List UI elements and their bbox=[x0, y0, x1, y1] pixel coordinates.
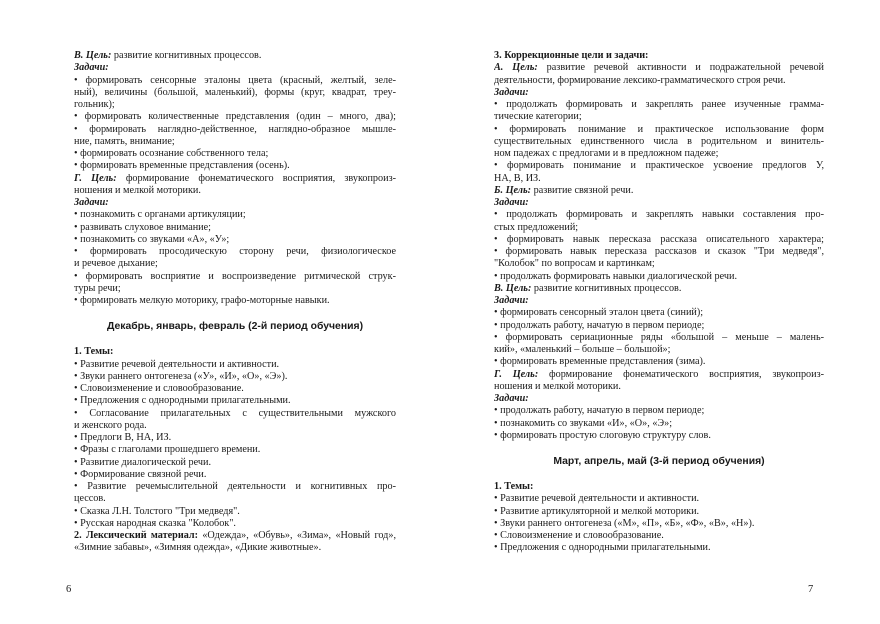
line-text: • формировать навык пересказа рассказа описательного характера; bbox=[494, 233, 824, 245]
line-text: гольник); bbox=[74, 99, 115, 110]
text-line bbox=[494, 234, 824, 246]
page-number-left: 6 bbox=[66, 584, 72, 595]
text-line bbox=[494, 542, 824, 554]
line-text: • формировать сериационные ряды «большой – меньше – малень- bbox=[494, 331, 824, 343]
line-text: • формировать понимание и практическое использование форм bbox=[494, 123, 824, 135]
line-text: ный), величины (большой, маленький), формы (круг, квадрат, треу- bbox=[74, 86, 396, 98]
line-text: ном падежах с предлогами и в предложном падеже; bbox=[494, 148, 719, 159]
text-line bbox=[74, 481, 396, 493]
line-text: • формировать сенсорные эталоны цвета (красный, желтый, зеле- bbox=[74, 74, 396, 86]
text-line bbox=[494, 393, 824, 405]
text-line bbox=[494, 185, 824, 197]
right-lines-2 bbox=[494, 481, 824, 555]
line-text: ношения и мелкой моторики. bbox=[74, 184, 201, 196]
text-line bbox=[494, 148, 824, 160]
text-line bbox=[494, 99, 824, 111]
line-label: Г. Цель: bbox=[74, 172, 117, 184]
line-text: • формировать просодическую сторону речи, физиологическое bbox=[74, 246, 396, 257]
line-text: «Одежда», «Обувь», «Зима», «Новый год», bbox=[197, 530, 396, 541]
line-text: "Колобок" по вопросам и картинкам; bbox=[494, 258, 655, 270]
line-text: развитие когнитивных процессов. bbox=[531, 282, 682, 294]
line-text: • познакомить со звуками «А», «У»; bbox=[74, 233, 230, 245]
text-line bbox=[74, 124, 396, 136]
text-line bbox=[494, 197, 824, 209]
line-text: • Развитие диалогической речи. bbox=[74, 456, 212, 468]
text-line bbox=[74, 111, 396, 123]
text-line bbox=[494, 332, 824, 344]
text-line bbox=[74, 173, 396, 185]
text-line bbox=[74, 258, 396, 270]
text-line bbox=[494, 307, 824, 319]
line-text: • формировать навык пересказа рассказов и сказок "Три медведя", bbox=[494, 246, 824, 257]
text-line bbox=[494, 173, 824, 185]
line-text: существительных единственного числа в родительном и винитель- bbox=[494, 135, 824, 147]
text-line bbox=[74, 359, 396, 371]
line-text: • Предлоги В, НА, ИЗ. bbox=[74, 432, 172, 443]
text-line bbox=[494, 295, 824, 307]
text-line bbox=[494, 50, 824, 62]
line-text: развитие речевой активности и подражательной речевой bbox=[537, 62, 824, 74]
line-text: • формировать восприятие и воспроизведение ритмической струк- bbox=[74, 270, 396, 282]
text-line bbox=[74, 457, 396, 469]
line-text: • Русская народная сказка "Колобок". bbox=[74, 517, 236, 529]
text-line bbox=[74, 271, 396, 283]
line-text: • продолжать формировать и закреплять навыки составления про- bbox=[494, 209, 824, 221]
line-text: 1. Темы: bbox=[74, 346, 114, 358]
text-line bbox=[74, 197, 396, 209]
text-line bbox=[494, 136, 824, 148]
text-line bbox=[74, 185, 396, 197]
line-text: • Предложения с однородными прилагательными. bbox=[494, 542, 711, 554]
line-text: • познакомить с органами артикуляции; bbox=[74, 209, 246, 221]
line-label: В. Цель: bbox=[494, 282, 532, 294]
text-line bbox=[74, 283, 396, 295]
line-text: • познакомить со звуками «И», «О», «Э»; bbox=[494, 417, 673, 429]
text-line bbox=[494, 481, 824, 493]
text-line bbox=[74, 136, 396, 148]
text-line bbox=[74, 542, 396, 554]
text-line bbox=[494, 160, 824, 172]
text-line bbox=[494, 258, 824, 270]
text-line bbox=[74, 75, 396, 87]
text-line bbox=[494, 430, 824, 442]
line-text: туры речи; bbox=[74, 282, 121, 294]
text-line bbox=[74, 383, 396, 395]
text-line bbox=[74, 469, 396, 481]
line-text: • Словоизменение и словообразование. bbox=[74, 383, 244, 394]
line-text: • Развитие артикуляторной и мелкой моторики. bbox=[494, 505, 700, 517]
line-text: цессов. bbox=[74, 493, 106, 505]
text-line bbox=[494, 124, 824, 136]
section-heading-period-3: Март, апрель, май (3-й период обучения) bbox=[553, 456, 765, 467]
line-text: • формировать осознание собственного тела; bbox=[74, 148, 269, 159]
text-line bbox=[494, 530, 824, 542]
line-text: • продолжать формировать и закреплять ранее изученные грамма- bbox=[494, 99, 824, 110]
text-line bbox=[74, 234, 396, 246]
text-line bbox=[494, 356, 824, 368]
line-text: • Развитие речевой деятельности и активности. bbox=[494, 493, 700, 505]
text-line bbox=[74, 160, 396, 172]
text-line bbox=[74, 493, 396, 505]
line-text: «Зимние забавы», «Зимняя одежда», «Дикие животные». bbox=[74, 542, 322, 554]
text-line bbox=[494, 75, 824, 87]
text-line bbox=[494, 246, 824, 258]
line-text: • продолжать формировать навыки диалогической речи. bbox=[494, 270, 737, 282]
line-text: ние, память, внимание; bbox=[74, 135, 175, 147]
text-line bbox=[74, 408, 396, 420]
text-line bbox=[74, 148, 396, 160]
text-line bbox=[74, 346, 396, 358]
left-lines bbox=[74, 50, 396, 307]
line-text: и речевое дыхание; bbox=[74, 258, 158, 270]
text-line bbox=[494, 87, 824, 99]
line-text: • продолжать работу, начатую в первом периоде; bbox=[494, 319, 705, 331]
line-text: • Развитие речемыслительной деятельности и когнитивных про- bbox=[74, 481, 396, 492]
line-text: развитие когнитивных процессов. bbox=[111, 50, 262, 61]
line-text: • Развитие речевой деятельности и активности. bbox=[74, 358, 280, 370]
line-label: Г. Цель: bbox=[494, 368, 539, 380]
text-line bbox=[74, 246, 396, 258]
line-text: Задачи: bbox=[494, 86, 529, 98]
line-text: • развивать слуховое внимание; bbox=[74, 221, 211, 233]
line-text: Задачи: bbox=[74, 197, 109, 208]
line-text: Задачи: bbox=[494, 295, 529, 306]
line-label: Б. Цель: bbox=[494, 184, 532, 196]
text-line bbox=[494, 381, 824, 393]
text-line bbox=[494, 111, 824, 123]
text-line bbox=[74, 432, 396, 444]
line-text: • формировать временные представления (зима). bbox=[494, 356, 706, 368]
line-text: НА, В, ИЗ. bbox=[494, 172, 541, 184]
line-text: • Звуки раннего онтогенеза («У», «И», «О», «Э»). bbox=[74, 370, 288, 382]
text-line bbox=[494, 271, 824, 283]
text-line bbox=[494, 209, 824, 221]
section-heading-period-2: Декабрь, январь, февраль (2-й период обучения) bbox=[106, 321, 364, 333]
text-line bbox=[74, 395, 396, 407]
right-page bbox=[440, 0, 880, 624]
line-label: В. Цель: bbox=[74, 50, 112, 61]
line-text: тические категории; bbox=[494, 111, 582, 123]
text-line bbox=[74, 506, 396, 518]
line-text: • формировать сенсорный эталон цвета (синий); bbox=[494, 307, 704, 319]
line-text: деятельности, формирование лексико-грамматического строя речи. bbox=[494, 74, 786, 86]
page-number-right: 7 bbox=[808, 584, 814, 595]
line-text: Задачи: bbox=[494, 393, 529, 404]
line-text: • Словоизменение и словообразование. bbox=[494, 530, 664, 541]
line-text: и женского рода. bbox=[74, 419, 147, 431]
text-line bbox=[494, 344, 824, 356]
line-text: • Формирование связной речи. bbox=[74, 468, 207, 480]
text-line bbox=[74, 295, 396, 307]
text-line bbox=[74, 518, 396, 530]
line-text: • формировать количественные представления (один – много, два); bbox=[74, 111, 396, 123]
text-line bbox=[74, 444, 396, 456]
line-label: 2. Лексический материал: bbox=[74, 530, 198, 541]
text-line bbox=[494, 222, 824, 234]
line-text: кий», «маленький – больше – большой»; bbox=[494, 344, 671, 355]
text-line bbox=[494, 418, 824, 430]
text-line bbox=[494, 369, 824, 381]
right-page-text bbox=[494, 50, 824, 555]
text-line bbox=[74, 371, 396, 383]
text-line bbox=[494, 62, 824, 74]
left-page-text bbox=[74, 50, 396, 555]
text-line bbox=[74, 99, 396, 111]
line-label: А. Цель: bbox=[494, 62, 538, 74]
line-text: • Сказка Л.Н. Толстого "Три медведя". bbox=[74, 505, 240, 517]
line-text: 1. Темы: bbox=[494, 481, 534, 492]
text-line bbox=[494, 518, 824, 530]
text-line bbox=[494, 506, 824, 518]
text-line bbox=[74, 420, 396, 432]
right-lines bbox=[494, 50, 824, 442]
text-line bbox=[494, 493, 824, 505]
line-text: 3. Коррекционные цели и задачи: bbox=[494, 50, 649, 61]
line-text: развитие связной речи. bbox=[531, 184, 634, 196]
line-text: формирование фонематического восприятия, звукопроиз- bbox=[116, 172, 396, 184]
line-text: ношения и мелкой моторики. bbox=[494, 380, 621, 392]
text-line bbox=[74, 87, 396, 99]
line-text: • продолжать работу, начатую в первом периоде; bbox=[494, 405, 705, 417]
line-text: • формировать простую слоговую структуру слов. bbox=[494, 429, 711, 441]
line-text: • формировать понимание и практическое усвоение предлогов У, bbox=[494, 160, 824, 172]
line-text: • формировать временные представления (осень). bbox=[74, 160, 290, 172]
text-line bbox=[74, 222, 396, 234]
line-text: • формировать наглядно-действенное, наглядно-образное мышле- bbox=[74, 123, 396, 135]
line-text: • Фразы с глаголами прошедшего времени. bbox=[74, 444, 261, 456]
left-lines-2 bbox=[74, 346, 396, 554]
text-line bbox=[74, 530, 396, 542]
line-text: • формировать мелкую моторику, графо-моторные навыки. bbox=[74, 295, 330, 306]
line-text: • Звуки раннего онтогенеза («М», «П», «Б», «Ф», «В», «Н»). bbox=[494, 517, 755, 529]
line-text: • Согласование прилагательных с существительными мужского bbox=[74, 407, 396, 419]
line-text: • Предложения с однородными прилагательными. bbox=[74, 395, 291, 407]
line-text: Задачи: bbox=[74, 62, 109, 74]
text-line bbox=[494, 283, 824, 295]
text-line bbox=[494, 405, 824, 417]
text-line bbox=[494, 320, 824, 332]
line-text: стых предложений; bbox=[494, 221, 579, 233]
text-line bbox=[74, 62, 396, 74]
text-line bbox=[74, 50, 396, 62]
text-line bbox=[74, 209, 396, 221]
line-text: формирование фонематического восприятия, звукопроиз- bbox=[538, 368, 824, 380]
line-text: Задачи: bbox=[494, 197, 529, 208]
